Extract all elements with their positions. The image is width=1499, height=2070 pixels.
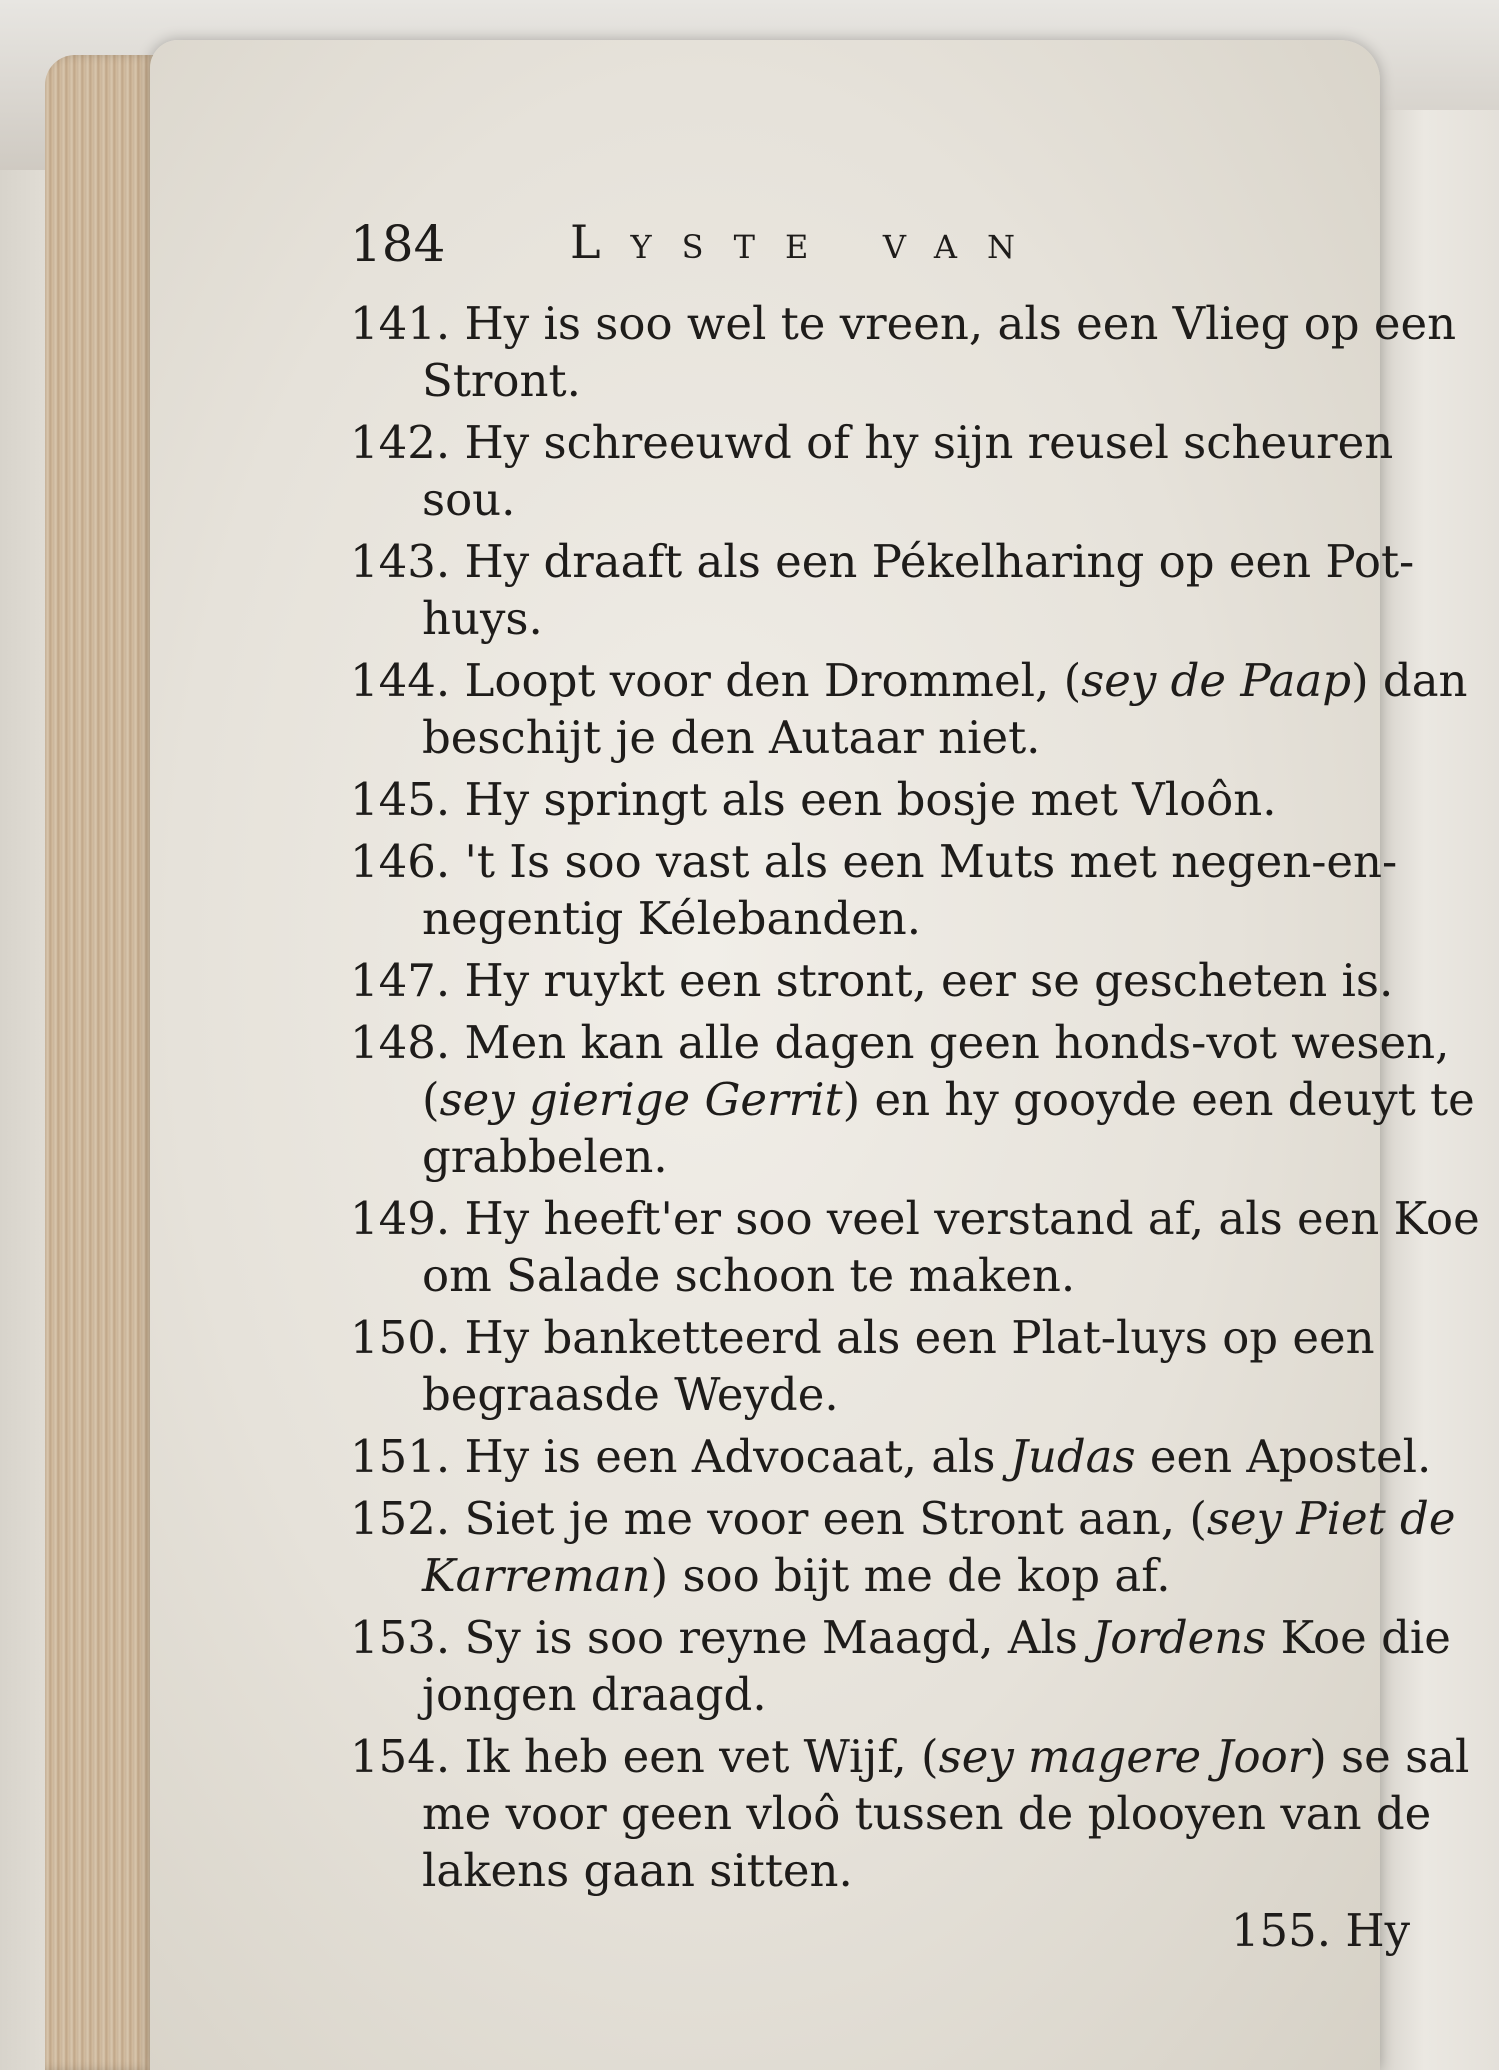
- italic-attribution: Jordens: [1092, 1611, 1267, 1664]
- proverb-entry: [350, 833, 1480, 947]
- entry-number: 148.: [350, 1016, 451, 1069]
- italic-attribution: sey Piet de Karreman: [422, 1492, 1456, 1602]
- proverb-entry: [350, 1428, 1480, 1485]
- proverb-entry: [350, 952, 1480, 1009]
- entry-text: Hy draaft als een Pékelharing op een Pot-huys.: [422, 535, 1415, 645]
- entry-text: Koe die jongen draagd.: [422, 1611, 1451, 1721]
- entry-text: ) se sal me voor geen vloô tussen de plooyen van de lakens gaan sitten.: [422, 1730, 1470, 1897]
- entry-number: 147.: [350, 954, 451, 1007]
- entry-text: Hy heeft'er soo veel verstand af, als een Koe om Salade schoon te maken.: [422, 1192, 1480, 1302]
- proverb-entry: [350, 1014, 1480, 1185]
- entry-text: Hy banketteerd als een Plat-luys op een begraasde Weyde.: [422, 1311, 1375, 1421]
- page-text-block: [350, 215, 1480, 1957]
- entry-text: ) dan beschijt je den Autaar niet.: [422, 654, 1468, 764]
- proverb-entry: [350, 1190, 1480, 1304]
- proverb-entry: [350, 1728, 1480, 1899]
- entry-number: 143.: [350, 535, 451, 588]
- entry-number: 145.: [350, 773, 451, 826]
- proverb-entry: [350, 1609, 1480, 1723]
- entry-text: Hy schreeuwd of hy sijn reusel scheuren sou.: [422, 416, 1394, 526]
- entry-number: 154.: [350, 1730, 451, 1783]
- entry-text: Ik heb een vet Wijf, (: [464, 1730, 939, 1783]
- book-fore-edge: [45, 55, 165, 2070]
- entry-number: 152.: [350, 1492, 451, 1545]
- entry-text: Hy springt als een bosje met Vloôn.: [464, 773, 1277, 826]
- proverb-entry: [350, 414, 1480, 528]
- entry-text: Sy is soo reyne Maagd, Als: [464, 1611, 1093, 1664]
- catchword: 155. Hy: [1230, 1904, 1410, 1957]
- proverb-list: [350, 295, 1480, 1899]
- entry-text: een Apostel.: [1135, 1430, 1432, 1483]
- italic-attribution: Judas: [1009, 1430, 1136, 1483]
- entry-text: ) soo bijt me de kop af.: [650, 1549, 1171, 1602]
- proverb-entry: [350, 1490, 1480, 1604]
- italic-attribution: sey gierige Gerrit: [439, 1073, 843, 1126]
- proverb-entry: [350, 1309, 1480, 1423]
- italic-attribution: sey de Paap: [1081, 654, 1352, 707]
- entry-text: ) en hy gooyde een deuyt te grabbelen.: [422, 1073, 1475, 1183]
- italic-attribution: sey magere Joor: [938, 1730, 1310, 1783]
- entry-text: Hy ruykt een stront, eer se gescheten is.: [464, 954, 1394, 1007]
- entry-text: Men kan alle dagen geen honds-vot wesen, (: [422, 1016, 1450, 1126]
- page-header: [350, 215, 1480, 295]
- entry-text: Siet je me voor een Stront aan, (: [464, 1492, 1207, 1545]
- entry-number: 149.: [350, 1192, 451, 1245]
- proverb-entry: [350, 295, 1480, 409]
- proverb-entry: [350, 771, 1480, 828]
- book-page: [150, 40, 1480, 2070]
- entry-number: 142.: [350, 416, 451, 469]
- running-title: Lyste van: [570, 215, 1045, 269]
- entry-text: Hy is soo wel te vreen, als een Vlieg op een Stront.: [422, 297, 1457, 407]
- entry-text: 't Is soo vast als een Muts met negen-en-negentig Kélebanden.: [422, 835, 1398, 945]
- entry-number: 146.: [350, 835, 451, 888]
- entry-number: 141.: [350, 297, 451, 350]
- entry-number: 144.: [350, 654, 451, 707]
- entry-text: Hy is een Advocaat, als: [464, 1430, 1010, 1483]
- entry-number: 153.: [350, 1611, 451, 1664]
- entry-number: 150.: [350, 1311, 451, 1364]
- page-number: 184: [350, 215, 446, 273]
- entry-number: 151.: [350, 1430, 451, 1483]
- proverb-entry: [350, 533, 1480, 647]
- entry-text: Loopt voor den Drommel, (: [464, 654, 1082, 707]
- proverb-entry: [350, 652, 1480, 766]
